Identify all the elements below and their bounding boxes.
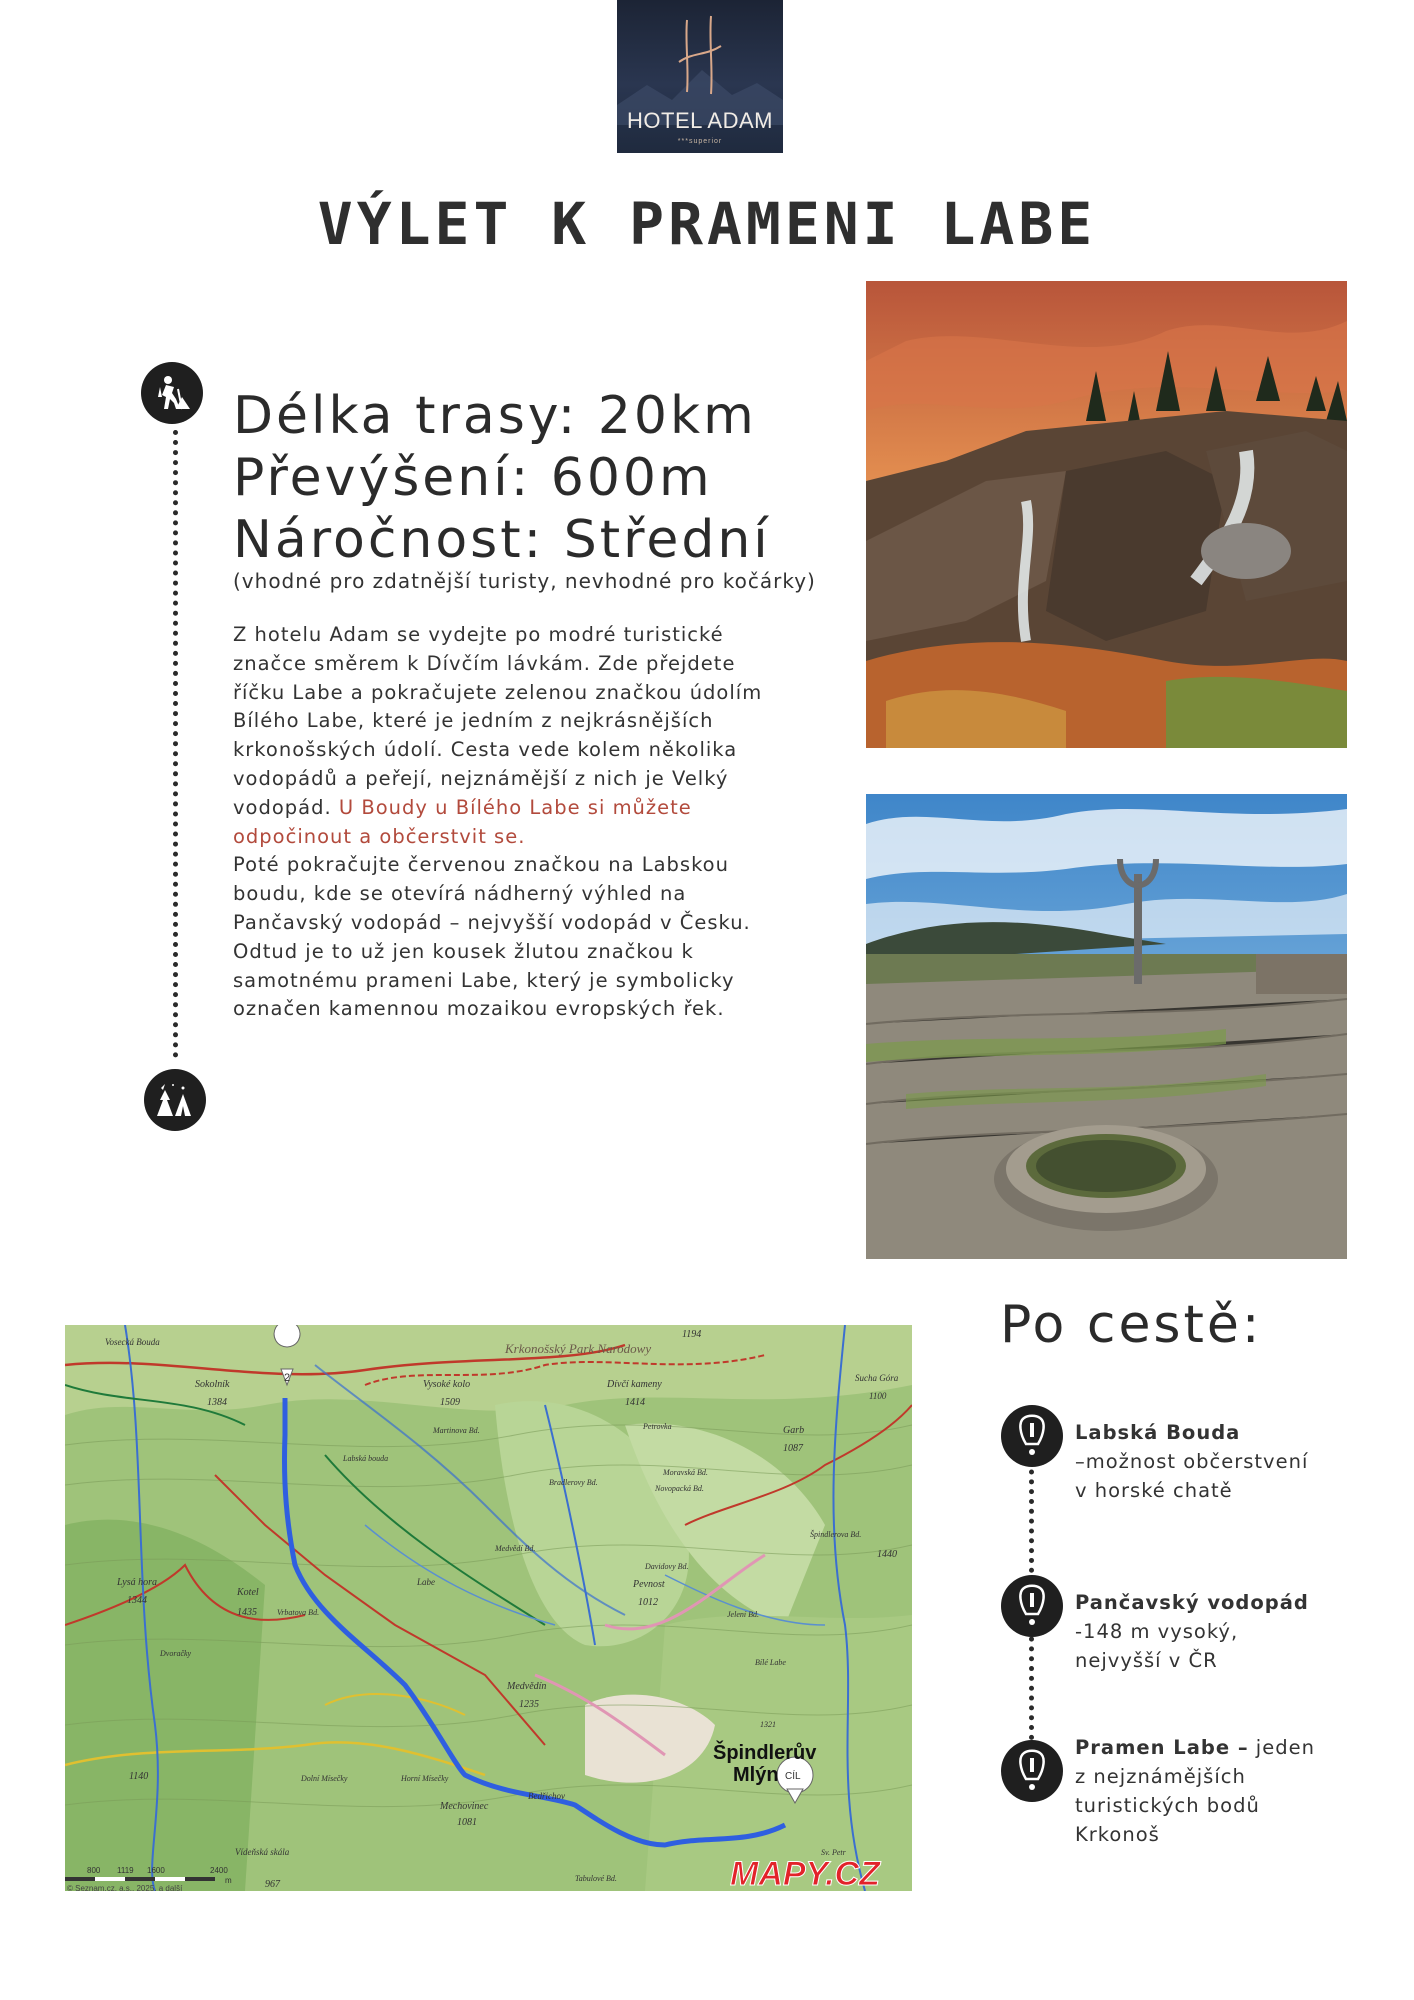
map-label-bradlerovy: Bradlerovy Bd.: [549, 1478, 598, 1487]
map-label-sucha-alt: 1100: [869, 1391, 887, 1401]
map-label-sokolnik: Sokolník: [195, 1379, 230, 1390]
description-part-2: Poté pokračujte červenou značkou na Labskou boudu, kde se otevírá nádherný výhled na Pančavský vodopád – nejvyšší vodopád v Česku. Odtud je to už jen kousek žlutou značkou k samotnému prameni Labe, který je symbolicky označen kamennou mozaikou evropských řek.: [233, 853, 751, 1021]
map-label-medvedin-alt: 1235: [519, 1699, 539, 1710]
map-label-divci-kameny: Dívčí kameny: [607, 1379, 662, 1390]
map-label-mechovinec-alt: 1081: [457, 1817, 477, 1828]
poi-title: Pramen Labe –: [1075, 1736, 1249, 1759]
map-label-davidovy: Davidovy Bd.: [645, 1562, 689, 1571]
poi-text: –možnost občerstvení v horské chatě: [1075, 1450, 1309, 1502]
map-scale-c: 1600: [147, 1866, 165, 1875]
poi-title: Pančavský vodopád: [1075, 1591, 1309, 1614]
map-label-park: Krkonošský Park Narodowy: [505, 1341, 652, 1356]
map-label-garb: Garb: [783, 1425, 805, 1436]
map-label-1321: 1321: [760, 1720, 776, 1729]
poi-labska-bouda: [1075, 1418, 1325, 1505]
route-length: Délka trasy: 20km: [233, 386, 757, 446]
map-label-kotel-alt: 1435: [237, 1607, 257, 1618]
difficulty-note: (vhodné pro zdatnější turisty, nevhodné pro kočárky): [233, 569, 816, 593]
waterfall-photo: [866, 281, 1347, 748]
map-scale-bar: [65, 1877, 215, 1881]
map-label-sv-petr: Sv. Petr: [821, 1848, 846, 1857]
map-label-vysoke-kolo-alt: 1509: [440, 1397, 460, 1408]
map-label-bile-labe: Bílé Labe: [755, 1658, 786, 1667]
map-label-bedrichov: Bedřichov: [528, 1791, 565, 1801]
map-label-kotel: Kotel: [237, 1587, 259, 1598]
poi-pancavsky-vodopad: [1075, 1588, 1325, 1675]
route-difficulty: Náročnost: Střední: [233, 510, 771, 570]
map-label-pevnost-alt: 1012: [638, 1597, 658, 1608]
map-label-spindlerova: Špindlerova Bd.: [810, 1530, 862, 1539]
map-label-divci-alt: 1414: [625, 1397, 645, 1408]
exclamation-icon: [1001, 1405, 1063, 1467]
page-title: VÝLET K PRAMENI LABE: [317, 190, 1097, 258]
map-label-lysa-alt: 1344: [127, 1595, 147, 1606]
camp-tent-icon: [144, 1069, 206, 1131]
map-label-vysoke-kolo: Vysoké kolo: [423, 1379, 471, 1390]
exclamation-icon: [1001, 1575, 1063, 1637]
map-label-labe: Labe: [417, 1577, 435, 1587]
map-label-tabulove: Tabulové Bd.: [575, 1874, 617, 1883]
elbe-spring-photo: [866, 794, 1347, 1259]
map-label-lysa: Lysá hora: [117, 1577, 157, 1588]
monogram-h-icon: [675, 12, 725, 97]
map-label-dvoracky: Dvoračky: [160, 1649, 192, 1658]
map-scale-a: 800: [87, 1866, 101, 1875]
map-label-sucha-gora: Sucha Góra: [855, 1373, 899, 1383]
start-marker-label: 2: [284, 1372, 291, 1384]
hiker-icon: [141, 362, 203, 424]
map-label-sokolnik-alt: 1384: [207, 1397, 227, 1408]
sidebar-heading: Po cestě:: [1000, 1295, 1263, 1355]
map-label-labska: Labská bouda: [343, 1454, 389, 1463]
route-map[interactable]: [65, 1325, 912, 1891]
map-scale-unit: m: [225, 1876, 232, 1885]
mapy-cz-logo: MAPY.CZ: [730, 1855, 880, 1891]
logo-name: HOTEL ADAM: [627, 108, 773, 133]
map-label-medvedi-bd: Medvědí Bd.: [495, 1544, 536, 1553]
map-label-garb-alt: 1087: [783, 1443, 803, 1454]
map-label-jeleni: Jelení Bd.: [727, 1610, 759, 1619]
poi-text: -148 m vysoký, nejvyšší v ČR: [1075, 1620, 1239, 1672]
map-label-medvedin: Medvědín: [507, 1681, 547, 1692]
poi-pramen-labe: [1075, 1733, 1325, 1849]
finish-marker-label: CÍL: [785, 1771, 801, 1782]
route-elevation: Převýšení: 600m: [233, 448, 713, 508]
map-label-videnska: Vídeňská skála: [235, 1847, 290, 1857]
poi-title: Labská Bouda: [1075, 1421, 1241, 1444]
exclamation-icon: [1001, 1740, 1063, 1802]
map-label-1440: 1440: [877, 1549, 897, 1560]
map-label-1140: 1140: [129, 1771, 149, 1782]
map-label-martinova: Martinova Bd.: [433, 1426, 480, 1435]
logo-tagline: ***superior: [677, 138, 723, 145]
map-label-moravska: Moravská Bd.: [663, 1468, 708, 1477]
map-label-mechovinec: Mechovinec: [440, 1801, 489, 1812]
route-description: [233, 621, 773, 1024]
map-copyright: © Seznam.cz, a.s., 2025, a další: [67, 1884, 183, 1891]
timeline-dotted-line: [173, 430, 178, 1058]
map-label-horni-misecky: Horní Mísečky: [401, 1774, 449, 1783]
map-label-petrovka: Petrovka: [643, 1422, 672, 1431]
map-label-spindleruv: Špindlerův: [713, 1742, 817, 1764]
map-label-novopacka: Novopacká Bd.: [655, 1484, 704, 1493]
description-highlight: U Boudy u Bílého Labe si můžete odpočinout a občerstvit se.: [233, 795, 692, 848]
map-label-mlyn: Mlýn: [733, 1764, 779, 1786]
hotel-logo: [617, 0, 783, 153]
map-label-vrbatova: Vrbatova Bd.: [277, 1608, 320, 1617]
map-scale-b: 1119: [117, 1866, 134, 1875]
map-label-vosecka: Vosecká Bouda: [105, 1337, 160, 1347]
map-label-967: 967: [265, 1879, 280, 1890]
map-label-pevnost: Pevnost: [633, 1579, 665, 1590]
map-label-1194: 1194: [682, 1329, 702, 1340]
map-scale-d: 2400: [210, 1866, 228, 1875]
map-label-dolni-misecky: Dolní Mísečky: [301, 1774, 348, 1783]
poi-text: jeden z nejznámějších turistických bodů Krkonoš: [1075, 1736, 1315, 1846]
description-part-1: Z hotelu Adam se vydejte po modré turistické značce směrem k Dívčím lávkám. Zde přejdete říčku Labe a pokračujete zelenou značkou údolím Bílého Labe, které je jedním z nejkrásnějších krkonošských údolí. Cesta vede kolem několika vodopádů a peřejí, nejznámější z nich je Velký vodopád.: [233, 623, 763, 819]
